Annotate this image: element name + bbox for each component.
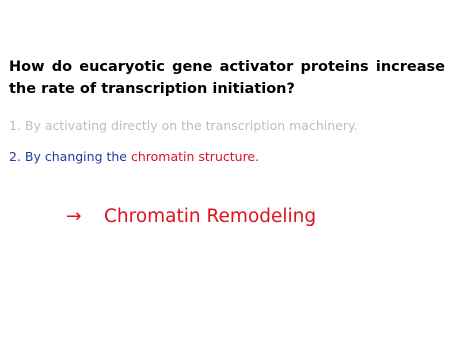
- right-arrow-icon: →: [66, 206, 82, 227]
- point-2-number: 2.: [9, 149, 21, 164]
- point-1-number: 1.: [9, 118, 21, 133]
- point-2-text-lead: By changing the: [24, 149, 127, 164]
- result-label: Chromatin Remodeling: [104, 206, 317, 227]
- point-1-text: By activating directly on the transcription machinery.: [24, 118, 358, 133]
- point-2: [9, 149, 259, 165]
- result-line: [66, 204, 316, 230]
- point-2-text-highlight: chromatin structure.: [130, 149, 260, 164]
- point-1: [9, 118, 358, 134]
- question-text: How do eucaryotic gene activator proteins increase the rate of transcription initiation?: [9, 59, 445, 97]
